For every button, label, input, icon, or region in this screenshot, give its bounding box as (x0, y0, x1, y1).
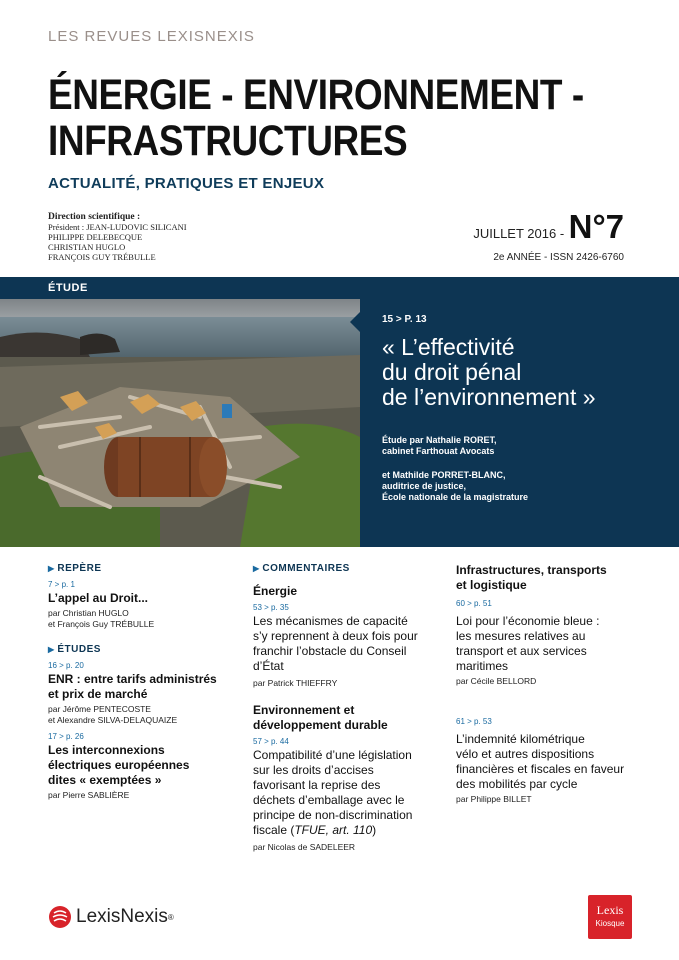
page-ref: 61 > p. 53 (456, 717, 492, 726)
section-label: REPÈRE (57, 563, 102, 574)
article-byline (48, 704, 233, 726)
board-member: CHRISTIAN HUGLO (48, 242, 126, 252)
title-line: Les mécanismes de capacité (253, 614, 408, 628)
issue-year-issn: 2e ANNÉE - ISSN 2426-6760 (493, 252, 624, 263)
badge-top-text: Lexis (596, 903, 624, 917)
issue-info (473, 208, 624, 263)
byline-line: et François Guy TRÉBULLE (48, 619, 155, 629)
series-name: LES REVUES LEXISNEXIS (48, 28, 255, 45)
page-ref: 60 > p. 51 (456, 599, 492, 608)
page-ref: 57 > p. 44 (253, 737, 289, 746)
feature-title-line: du droit pénal (382, 359, 522, 385)
article-title (48, 743, 233, 788)
title-line: électriques européennes (48, 758, 190, 772)
feature-author-1 (382, 435, 662, 457)
article-byline: par Pierre SABLIÈRE (48, 790, 130, 800)
title-line (253, 823, 443, 838)
editorial-board-heading: Direction scientifique : (48, 212, 141, 222)
title-citation: TFUE, art. 110 (294, 823, 373, 837)
article-byline: par Patrick THIEFFRY (253, 678, 338, 688)
article-byline: par Philippe BILLET (456, 794, 532, 804)
heading-line: et logistique (456, 578, 527, 592)
registered-mark: ® (167, 912, 174, 922)
title-line: dites « exemptées » (48, 773, 162, 787)
article-byline: par Nicolas de SADELEER (253, 842, 356, 852)
byline-line: par Jérôme PENTECOSTE (48, 704, 151, 714)
column-commentaires (253, 563, 443, 853)
issue-number: N°7 (568, 208, 624, 245)
triangle-bullet-icon: ▶ (253, 564, 263, 573)
title-line: les mesures relatives au (456, 629, 586, 643)
article-byline: par Cécile BELLORD (456, 676, 537, 686)
title-line: déchets d’emballage avec le (253, 793, 405, 807)
title-line: L’indemnité kilométrique (456, 732, 585, 746)
subtitle: ACTUALITÉ, PRATIQUES ET ENJEUX (48, 175, 325, 192)
author-line: École nationale de la magistrature (382, 492, 529, 502)
byline-line: et Alexandre SILVA-DELAQUAIZE (48, 715, 178, 725)
feature-title (382, 335, 672, 410)
board-member: PHILIPPE DELEBECQUE (48, 232, 143, 242)
title-line: maritimes (456, 659, 509, 673)
badge-bottom-text: Kiosque (595, 919, 625, 928)
title-line: des mobilités par cycle (456, 777, 578, 791)
feature-panel (360, 277, 679, 547)
issue-date: JUILLET 2016 - (473, 226, 565, 241)
title-line: Compatibilité d’une législation (253, 748, 412, 762)
byline-line: par Christian HUGLO (48, 608, 129, 618)
title-line: principe de non-discrimination (253, 808, 413, 822)
feature-author-2 (382, 470, 662, 503)
title-line: vélo et autres dispositions (456, 747, 595, 761)
article-title (253, 748, 443, 838)
feature-page-ref: 15 > P. 13 (382, 314, 427, 325)
heading-line: Environnement et (253, 703, 355, 717)
cover-photo (0, 277, 360, 547)
title-text: fiscale ( (253, 823, 295, 837)
page-ref: 7 > p. 1 (48, 580, 75, 589)
subsection-heading: Énergie (253, 584, 298, 598)
lexisnexis-logo-icon (48, 905, 72, 929)
title-line: Loi pour l’économie bleue : (456, 614, 600, 628)
title-line: Les interconnexions (48, 743, 165, 757)
section-label: COMMENTAIRES (262, 563, 350, 574)
subsection-heading (253, 703, 443, 733)
title-line: ENR : entre tarifs administrés (48, 672, 217, 686)
subsection-heading (456, 563, 656, 593)
triangle-bullet-icon: ▶ (48, 645, 58, 654)
article-title: L’appel au Droit... (48, 591, 149, 605)
title-text: ) (372, 823, 377, 837)
page-ref: 16 > p. 20 (48, 661, 84, 670)
title-line-1: ÉNERGIE - ENVIRONNEMENT - (48, 71, 584, 119)
triangle-bullet-icon: ▶ (48, 564, 58, 573)
article-title (48, 672, 233, 702)
page-ref: 17 > p. 26 (48, 732, 84, 741)
title-line: transport et aux services (456, 644, 587, 658)
section-label: ÉTUDES (57, 644, 101, 655)
author-line: et Mathilde PORRET-BLANC, (382, 470, 506, 480)
article-title (456, 732, 656, 792)
section-heading-repere (48, 563, 233, 574)
title-line: s’y reprennent à deux fois pour (253, 629, 418, 643)
column-repere-etudes (48, 563, 233, 801)
heading-line: développement durable (253, 718, 388, 732)
logo-text: LexisNexis (76, 906, 168, 927)
title-line: sur les droits d’accises (253, 763, 374, 777)
author-line: auditrice de justice, (382, 481, 467, 491)
section-heading-etudes (48, 644, 233, 655)
title-line-2: INFRASTRUCTURES (48, 117, 408, 165)
lexis-kiosque-badge (588, 895, 632, 939)
author-line: Étude par Nathalie RORET, (382, 435, 497, 445)
section-heading-commentaires (253, 563, 443, 574)
lexisnexis-logo (48, 905, 174, 929)
panel-pointer (350, 312, 360, 332)
section-tab-etude: ÉTUDE (0, 277, 360, 299)
title-line: franchir l’obstacle du Conseil (253, 644, 407, 658)
feature-title-line: de l’environnement » (382, 384, 596, 410)
article-title (456, 614, 656, 674)
author-line: cabinet Farthouat Avocats (382, 446, 495, 456)
feature-title-line: « L’effectivité (382, 334, 515, 360)
heading-line: Infrastructures, transports (456, 563, 607, 577)
title-line: financières et fiscales en faveur (456, 762, 625, 776)
board-member: FRANÇOIS GUY TRÉBULLE (48, 252, 156, 262)
title-line: favorisant la reprise des (253, 778, 381, 792)
article-byline (48, 608, 233, 630)
article-title (253, 614, 443, 674)
page-ref: 53 > p. 35 (253, 603, 289, 612)
column-infrastructures (456, 563, 656, 805)
title-line: et prix de marché (48, 687, 148, 701)
editorial-board (48, 212, 187, 262)
board-member: Président : JEAN-LUDOVIC SILICANI (48, 222, 187, 232)
title-line: d’État (253, 659, 284, 673)
